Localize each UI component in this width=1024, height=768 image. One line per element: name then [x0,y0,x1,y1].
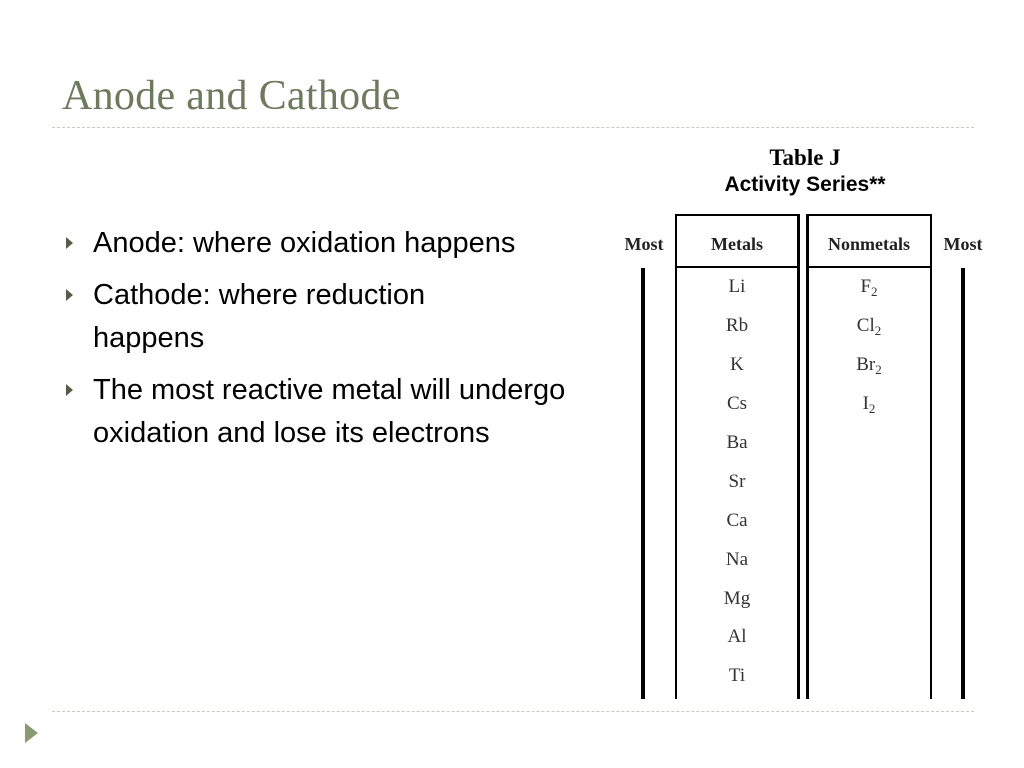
nonmetal-symbol: F [860,276,872,297]
footer-divider [52,711,974,712]
bullet-arrow-icon [66,384,73,396]
bullet-text: Anode: where oxidation happens [93,227,516,259]
metals-header-divider [675,266,800,268]
bullet-list [62,222,602,464]
most-label-left: Most [624,234,664,254]
nonmetal-subscript: 2 [871,284,878,299]
metals-column-top-border [675,214,800,216]
nonmetals-header: Nonmetals [828,234,910,254]
metal-entry: Li [728,276,746,297]
play-arrow-icon [25,723,38,743]
nonmetal-entry [808,276,930,298]
most-bar-right [961,268,965,699]
metal-entry: Cs [726,393,748,414]
slide-title: Anode and Cathode [62,73,401,119]
metal-entry: Ca [726,510,748,531]
metal-entry: K [730,354,744,375]
most-label-right: Most [943,234,983,254]
table-title: Table J [769,145,841,170]
bullet-arrow-icon [66,289,73,301]
nonmetal-entry [808,354,930,376]
title-divider [52,127,974,128]
bullet-item [62,222,602,265]
nonmetals-column-right-border [930,214,932,699]
nonmetal-entry [808,393,930,415]
most-bar-left [641,268,645,699]
bullet-text: Cathode: where reduction happens [93,279,426,354]
metal-entry: Ti [728,665,746,686]
nonmetal-symbol: Cl [856,315,875,336]
bullet-item [62,274,523,360]
nonmetal-symbol: I [862,393,869,414]
metal-entry: Ba [726,432,748,453]
bullet-text: The most reactive metal will undergo oxidation and lose its electrons [93,374,566,449]
metal-entry: Mg [723,588,751,609]
nonmetal-subscript: 2 [874,323,882,338]
nonmetal-subscript: 2 [868,401,876,416]
metal-entry: Al [727,626,747,647]
table-subtitle: Activity Series** [724,173,886,196]
metal-entry: Rb [725,315,749,336]
metal-entry: Sr [728,471,746,492]
nonmetals-header-divider [806,266,932,268]
nonmetals-column-top-border [806,214,932,216]
bullet-item [62,369,568,455]
nonmetal-symbol: Br [856,354,876,375]
metals-header: Metals [711,234,763,254]
nonmetal-subscript: 2 [875,362,882,377]
metal-entry: Na [725,549,749,570]
bullet-arrow-icon [66,237,73,249]
nonmetal-entry [808,315,930,337]
